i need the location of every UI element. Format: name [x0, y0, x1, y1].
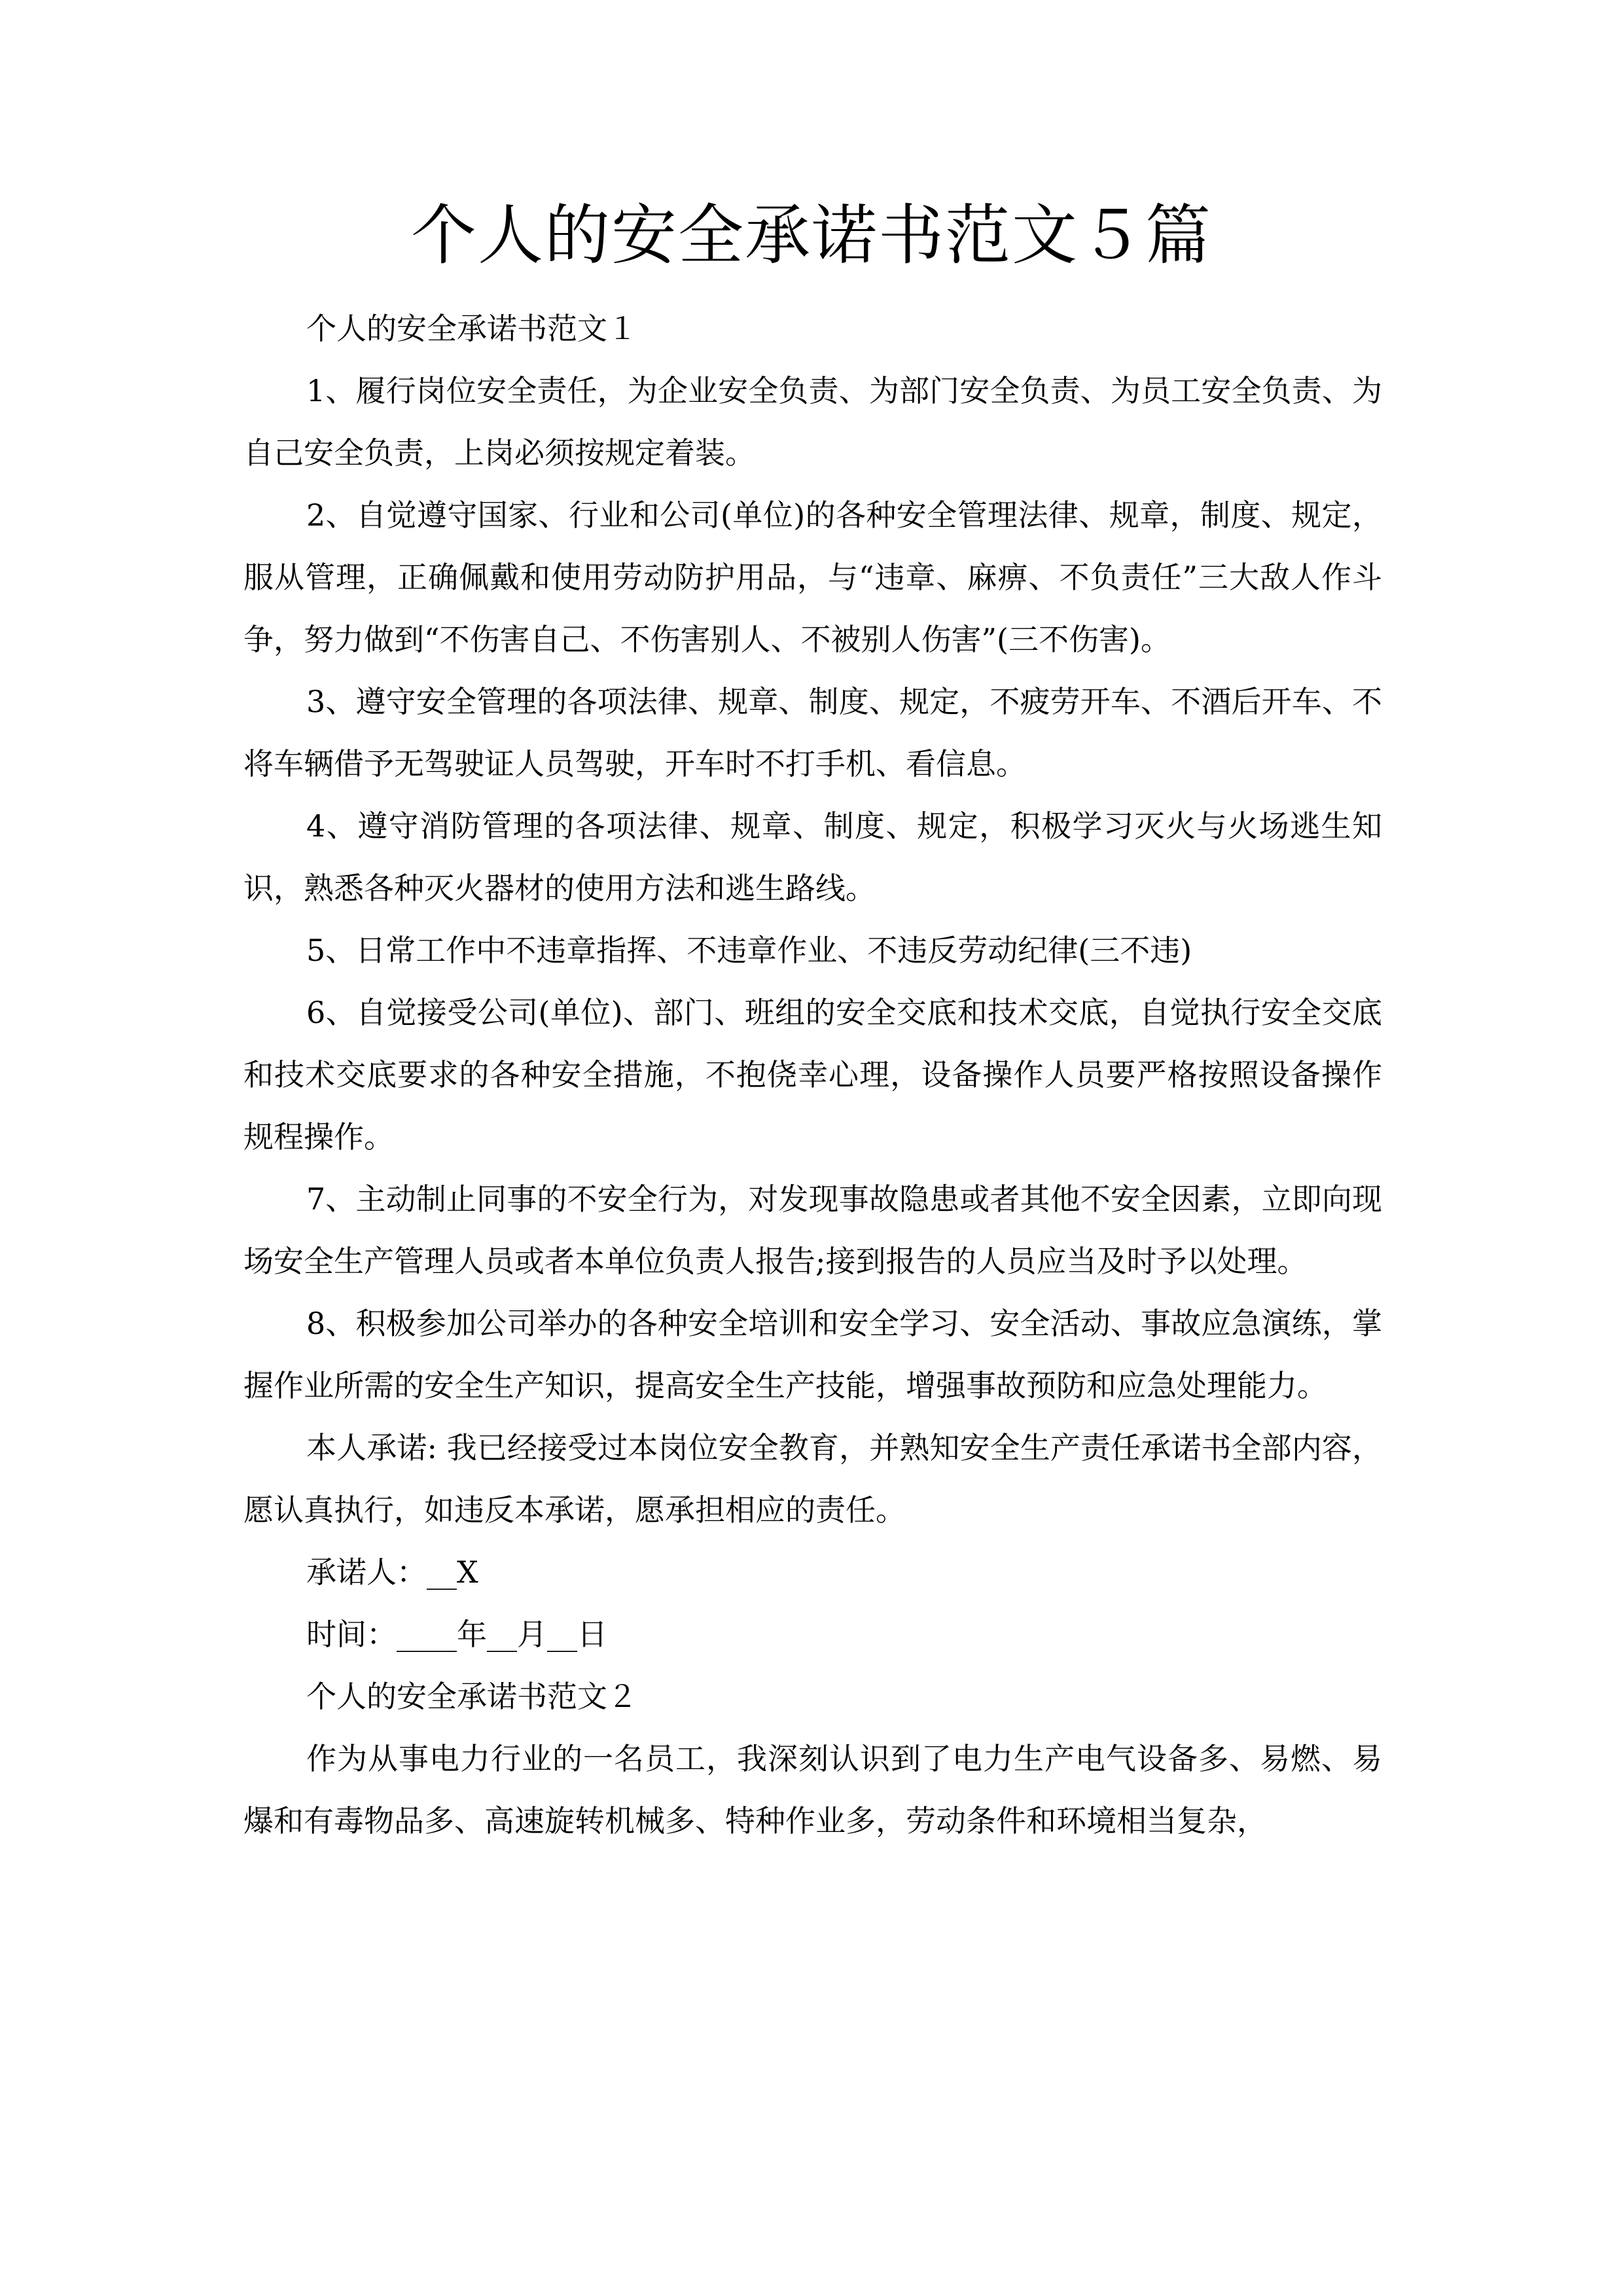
paragraph-item-7: 7、主动制止同事的不安全行为，对发现事故隐患或者其他不安全因素，立即向现场安全生产管理人员或者本单位负责人报告;接到报告的人员应当及时予以处理。 [243, 1181, 1382, 1279]
paragraph-item-2: 2、自觉遵守国家、行业和公司(单位)的各种安全管理法律、规章，制度、规定，服从管理，正确佩戴和使用劳动防护用品，与“违章、麻痹、不负责任”三大敌人作斗争，努力做到“不伤害自己、不伤害别人、不被别人伤害”(三不伤害)。 [243, 497, 1382, 657]
paragraph-item-4: 4、遵守消防管理的各项法律、规章、制度、规定，积极学习灭火与火场逃生知识，熟悉各种灭火器材的使用方法和逃生路线。 [243, 808, 1382, 906]
date-line: 时间：____年__月__日 [306, 1617, 607, 1652]
pledge-statement: 本人承诺: 我已经接受过本岗位安全教育，并熟知安全生产责任承诺书全部内容，愿认真执行，如违反本承诺，愿承担相应的责任。 [243, 1430, 1382, 1528]
section-2-intro-paragraph: 作为从事电力行业的一名员工，我深刻认识到了电力生产电气设备多、易燃、易爆和有毒物品多、高速旋转机械多、特种作业多，劳动条件和环境相当复杂， [243, 1741, 1382, 1839]
document-body [243, 298, 1382, 1852]
section-heading-2: 个人的安全承诺书范文２ [306, 1679, 637, 1714]
paragraph-item-3: 3、遵守安全管理的各项法律、规章、制度、规定，不疲劳开车、不酒后开车、不将车辆借予无驾驶证人员驾驶，开车时不打手机、看信息。 [243, 684, 1382, 781]
document-title: 个人的安全承诺书范文５篇 [411, 197, 1212, 274]
paragraph-item-8: 8、积极参加公司举办的各种安全培训和安全学习、安全活动、事故应急演练，掌握作业所需的安全生产知识，提高安全生产技能，增强事故预防和应急处理能力。 [243, 1306, 1382, 1403]
paragraph-item-6: 6、自觉接受公司(单位)、部门、班组的安全交底和技术交底，自觉执行安全交底和技术交底要求的各种安全措施，不抱侥幸心理，设备操作人员要严格按照设备操作规程操作。 [243, 995, 1382, 1155]
paragraph-item-1: 1、履行岗位安全责任，为企业安全负责、为部门安全负责、为员工安全负责、为自己安全负责，上岗必须按规定着装。 [243, 373, 1382, 471]
section-heading-1: 个人的安全承诺书范文１ [306, 311, 637, 346]
paragraph-item-5: 5、日常工作中不违章指挥、不违章作业、不违反劳动纪律(三不违) [306, 933, 1192, 968]
signer-line: 承诺人：__X [306, 1554, 478, 1590]
